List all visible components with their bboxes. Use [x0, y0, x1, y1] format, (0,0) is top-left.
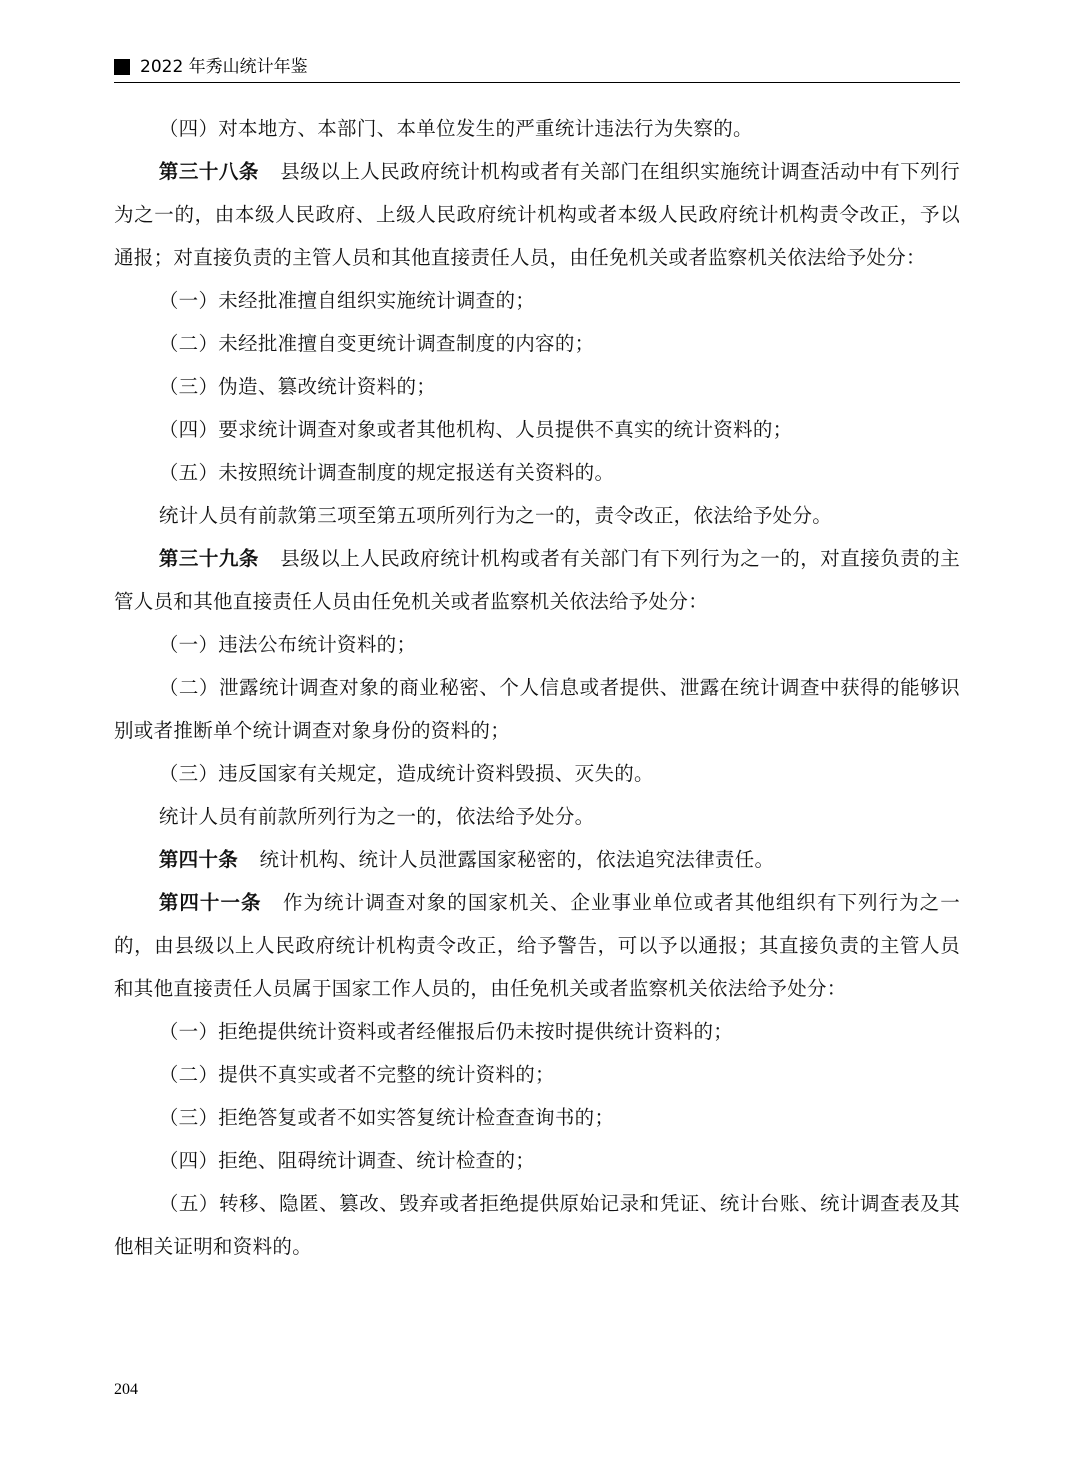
paragraph-text: （二）泄露统计调查对象的商业秘密、个人信息或者提供、泄露在统计调查中获得的能够识别或者推断单个统计调查对象身份的资料的； — [114, 676, 960, 742]
paragraph — [114, 1010, 960, 1053]
paragraph-text: （四）拒绝、阻碍统计调查、统计检查的； — [158, 1149, 536, 1172]
paragraph-text: （二）提供不真实或者不完整的统计资料的； — [158, 1063, 555, 1086]
paragraph-text: （三）违反国家有关规定，造成统计资料毁损、灭失的。 — [158, 762, 654, 785]
paragraph — [114, 752, 960, 795]
article-number: 第三十八条 — [158, 160, 259, 183]
paragraph — [114, 365, 960, 408]
paragraph — [114, 881, 960, 1010]
paragraph — [114, 451, 960, 494]
paragraph-text: （二）未经批准擅自变更统计调查制度的内容的； — [158, 332, 595, 355]
running-header — [114, 54, 960, 83]
paragraph-text: 统计人员有前款第三项至第五项所列行为之一的，责令改正，依法给予处分。 — [158, 504, 833, 527]
paragraph — [114, 1053, 960, 1096]
paragraph — [114, 838, 960, 881]
paragraph-text: 作为统计调查对象的国家机关、企业事业单位或者其他组织有下列行为之一的，由县级以上人民政府统计机构责令改正，给予警告，可以予以通报；其直接负责的主管人员和其他直接责任人员属于国家工作人员的，由任免机关或者监察机关依法给予处分： — [114, 891, 960, 1000]
paragraph-text: 县级以上人民政府统计机构或者有关部门在组织实施统计调查活动中有下列行为之一的，由本级人民政府、上级人民政府统计机构或者本级人民政府统计机构责令改正，予以通报；对直接负责的主管人员和其他直接责任人员，由任免机关或者监察机关依法给予处分： — [114, 160, 960, 269]
body-text — [114, 107, 960, 1268]
paragraph-text: （一）违法公布统计资料的； — [158, 633, 417, 656]
article-number: 第三十九条 — [158, 547, 259, 570]
header-square-icon — [114, 59, 130, 75]
paragraph — [114, 666, 960, 752]
article-number: 第四十条 — [158, 848, 239, 871]
paragraph-text: （五）未按照统计调查制度的规定报送有关资料的。 — [158, 461, 615, 484]
paragraph — [114, 408, 960, 451]
paragraph-text: （五）转移、隐匿、篡改、毁弃或者拒绝提供原始记录和凭证、统计台账、统计调查表及其他相关证明和资料的。 — [114, 1192, 960, 1258]
paragraph — [114, 1096, 960, 1139]
paragraph — [114, 279, 960, 322]
paragraph — [114, 107, 960, 150]
paragraph-text: 统计机构、统计人员泄露国家秘密的，依法追究法律责任。 — [259, 848, 775, 871]
paragraph — [114, 537, 960, 623]
paragraph-text: （三）伪造、篡改统计资料的； — [158, 375, 437, 398]
paragraph — [114, 1139, 960, 1182]
paragraph-text: （四）要求统计调查对象或者其他机构、人员提供不真实的统计资料的； — [158, 418, 793, 441]
paragraph — [114, 150, 960, 279]
paragraph — [114, 795, 960, 838]
paragraph-text: （一）拒绝提供统计资料或者经催报后仍未按时提供统计资料的； — [158, 1020, 734, 1043]
paragraph-text: （三）拒绝答复或者不如实答复统计检查查询书的； — [158, 1106, 615, 1129]
header-title: 2022 年秀山统计年鉴 — [140, 57, 308, 77]
paragraph-text: （一）未经批准擅自组织实施统计调查的； — [158, 289, 536, 312]
article-number: 第四十一条 — [158, 891, 262, 914]
paragraph — [114, 1182, 960, 1268]
paragraph-text: （四）对本地方、本部门、本单位发生的严重统计违法行为失察的。 — [158, 117, 753, 140]
page-number: 204 — [114, 1381, 138, 1398]
paragraph-text: 统计人员有前款所列行为之一的，依法给予处分。 — [158, 805, 595, 828]
paragraph-text: 县级以上人民政府统计机构或者有关部门有下列行为之一的，对直接负责的主管人员和其他直接责任人员由任免机关或者监察机关依法给予处分： — [114, 547, 960, 613]
paragraph — [114, 322, 960, 365]
paragraph — [114, 494, 960, 537]
paragraph — [114, 623, 960, 666]
